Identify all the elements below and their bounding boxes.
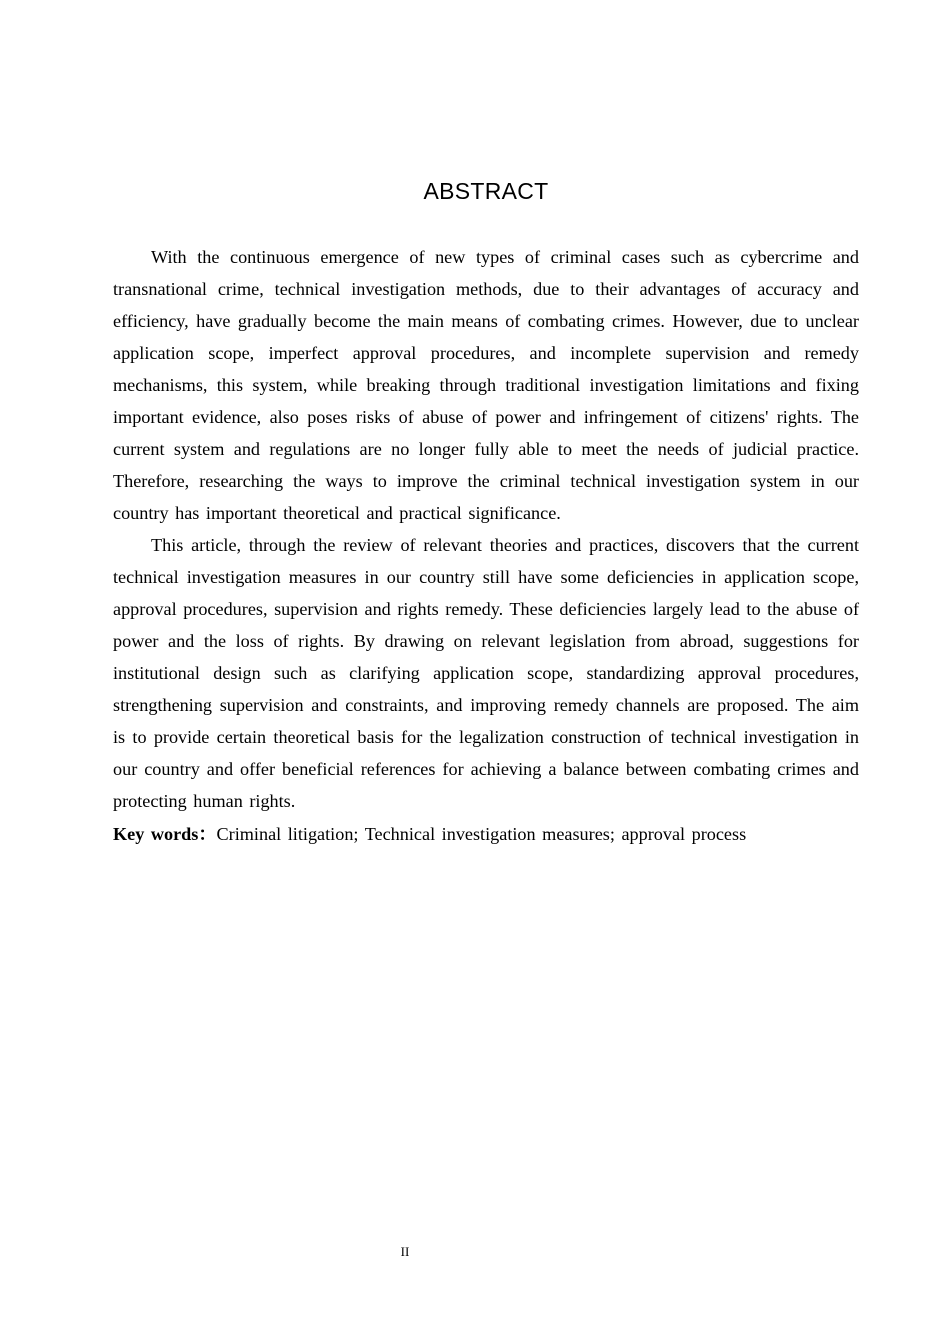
abstract-body [113,241,859,850]
page-number: II [400,1244,410,1259]
keywords-line [113,818,859,850]
keywords-label: Key words： [113,824,217,844]
abstract-paragraph-2: This article, through the review of relevant theories and practices, discovers that the current technical investigation measures in our country still have some deficiencies in application scope, approval procedures, supervision and rights remedy. These deficiencies largely lead to the abuse of power and the loss of rights. By drawing on relevant legislation from abroad, suggestions for institutional design such as clarifying application scope, standardizing approval procedures, strengthening supervision and constraints, and improving remedy channels are proposed. The aim is to provide certain theoretical basis for the legalization construction of technical investigation in our country and offer beneficial references for achieving a balance between combating crimes and protecting human rights. [113,535,859,811]
abstract-paragraph-1: With the continuous emergence of new types of criminal cases such as cybercrime and transnational crime, technical investigation methods, due to their advantages of accuracy and efficiency, have gradually become the main means of combating crimes. However, due to unclear application scope, imperfect approval procedures, and incomplete supervision and remedy mechanisms, this system, while breaking through traditional investigation limitations and fixing important evidence, also poses risks of abuse of power and infringement of citizens' rights. The current system and regulations are no longer fully able to meet the needs of judicial practice. Therefore, researching the ways to improve the criminal technical investigation system in our country has important theoretical and practical significance. [113,247,859,523]
abstract-title: ABSTRACT [423,178,549,204]
keywords-text: Criminal litigation; Technical investigation measures; approval process [216,824,747,844]
